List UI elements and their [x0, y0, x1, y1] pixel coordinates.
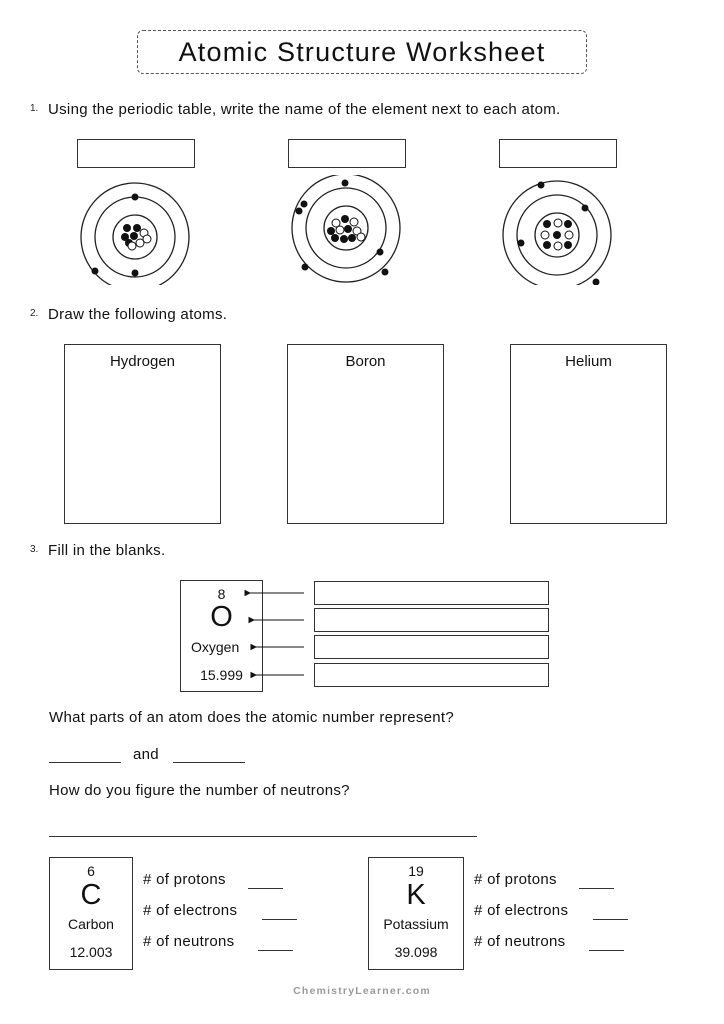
potassium-protons-blank[interactable] — [579, 888, 614, 889]
nucleus-3 — [541, 219, 573, 250]
potassium-electrons-blank[interactable] — [593, 919, 628, 920]
atomic-number-blank-1[interactable] — [49, 762, 121, 763]
atom-3-name-answer-box[interactable] — [499, 139, 617, 168]
electron — [132, 270, 139, 277]
carbon-name: Carbon — [68, 916, 114, 932]
question-1-text: Using the periodic table, write the name of the element next to each atom. — [48, 101, 561, 118]
and-word: and — [133, 746, 159, 763]
blank-atomic-number-field[interactable] — [314, 581, 549, 605]
worksheet-title-text: Atomic Structure Worksheet — [178, 36, 546, 67]
draw-box-label: Boron — [345, 353, 386, 370]
potassium-neutrons-label: # of neutrons — [474, 933, 566, 950]
electron — [593, 279, 600, 286]
blank-mass-field[interactable] — [314, 663, 549, 687]
nucleus-2 — [327, 215, 365, 243]
atom-diagram-3 — [503, 181, 611, 285]
potassium-neutrons-blank[interactable] — [589, 950, 624, 951]
carbon-electrons-label: # of electrons — [143, 902, 238, 919]
oxygen-name: Oxygen — [191, 639, 240, 655]
carbon-electrons-blank[interactable] — [262, 919, 297, 920]
carbon-protons-label: # of protons — [143, 871, 226, 888]
atom-diagram-1 — [81, 183, 189, 285]
question-3-number: 3. — [30, 544, 39, 555]
label-arrows — [240, 580, 310, 690]
draw-box-hydrogen[interactable] — [64, 344, 221, 524]
carbon-neutrons-blank[interactable] — [258, 950, 293, 951]
potassium-atomic-number: 19 — [408, 863, 424, 879]
draw-box-boron[interactable] — [287, 344, 444, 524]
electron — [132, 194, 139, 201]
atomic-number-blank-2[interactable] — [173, 762, 245, 763]
atom-diagrams — [0, 175, 724, 285]
carbon-protons-blank[interactable] — [248, 888, 283, 889]
oxygen-atomic-number: 8 — [217, 586, 226, 602]
neutrons-question: How do you figure the number of neutrons? — [49, 782, 350, 799]
question-3-text: Fill in the blanks. — [48, 542, 166, 559]
question-1-number: 1. — [30, 103, 39, 114]
carbon-element-card — [49, 857, 133, 970]
oxygen-symbol: O — [210, 601, 233, 633]
potassium-name: Potassium — [383, 916, 449, 932]
blank-name-field[interactable] — [314, 635, 549, 659]
electron — [382, 269, 389, 276]
neutrons-answer-line[interactable] — [49, 836, 477, 837]
question-2-number: 2. — [30, 308, 39, 319]
electron — [538, 182, 545, 189]
atom-2-name-answer-box[interactable] — [288, 139, 406, 168]
electron — [301, 201, 308, 208]
atomic-number-question: What parts of an atom does the atomic number represent? — [49, 709, 455, 726]
carbon-symbol: C — [80, 879, 102, 911]
atom-diagram-2 — [292, 175, 400, 282]
question-2-text: Draw the following atoms. — [48, 306, 228, 323]
footer-brand: ChemistryLearner.com — [293, 985, 431, 997]
nucleus-1 — [121, 224, 151, 250]
draw-box-label: Helium — [565, 353, 612, 370]
potassium-element-card — [368, 857, 464, 970]
carbon-atomic-number: 6 — [87, 863, 95, 879]
electron — [92, 268, 99, 275]
blank-symbol-field[interactable] — [314, 608, 549, 632]
electron — [302, 264, 309, 271]
carbon-neutrons-label: # of neutrons — [143, 933, 235, 950]
potassium-mass: 39.098 — [394, 944, 438, 960]
oxygen-mass: 15.999 — [200, 667, 243, 683]
draw-box-label: Hydrogen — [109, 353, 176, 370]
potassium-protons-label: # of protons — [474, 871, 557, 888]
electron — [377, 249, 384, 256]
carbon-mass: 12.003 — [69, 944, 113, 960]
potassium-symbol: K — [406, 879, 426, 911]
electron — [296, 208, 303, 215]
electron — [342, 180, 349, 187]
potassium-electrons-label: # of electrons — [474, 902, 569, 919]
draw-box-helium[interactable] — [510, 344, 667, 524]
electron — [518, 240, 525, 247]
electron — [582, 205, 589, 212]
atom-1-name-answer-box[interactable] — [77, 139, 195, 168]
worksheet-title — [137, 30, 587, 74]
